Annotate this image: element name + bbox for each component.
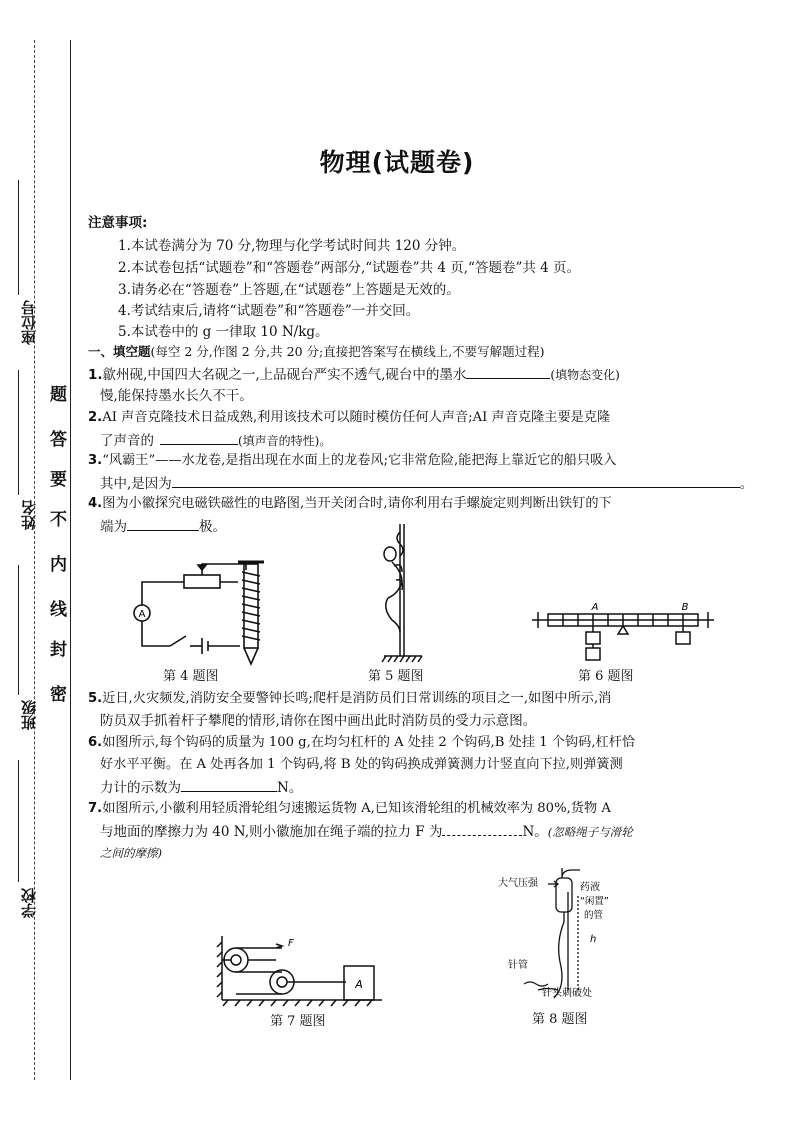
question-7-line-3: 之间的摩擦) [100,846,162,860]
figure-7-pulley [216,932,386,1007]
question-6-line-1 [88,734,635,752]
question-text: 如图所示,每个钩码的质量为 100 g,在均匀杠杆的 A 处挂 2 个钩码,B 处挂 1 个钩码,杠杆恰 [102,735,636,750]
question-4-line-2 [100,517,226,536]
question-7-line-2 [100,822,633,841]
question-text: 歙州砚,中国四大名砚之一,上品砚台严实不透气,砚台中的墨水 [102,367,467,383]
question-text: 了声音的 [100,433,154,449]
section-title: 一、填空题 [88,344,151,359]
school-label: 学校 [20,888,38,918]
answer-blank[interactable] [466,365,550,379]
class-field[interactable] [18,565,19,695]
seal-char: 要 [50,470,67,490]
figure-6-lever [532,598,714,668]
question-text: 力计的示数为 [100,780,181,796]
question-text: N。 [522,824,548,840]
seal-char: 不 [50,510,67,530]
question-text: 极。 [199,519,226,535]
answer-blank[interactable] [160,431,238,445]
seal-char: 答 [50,430,67,450]
figure-6-caption: 第 6 题图 [578,669,634,684]
lever-label-b: B [681,602,689,613]
block-label: A [355,978,363,991]
question-text: 图为小徽探究电磁铁磁性的电路图,当开关闭合时,请你利用右手螺旋定则判断出铁钉的下 [102,496,612,511]
notice-item: 3.请务必在“答题卷”上答题,在“试题卷”上答题是无效的。 [118,282,460,298]
page-title: 物理(试题卷) [319,148,475,177]
name-label: 姓名 [20,500,38,530]
question-3-line-2 [100,474,753,493]
question-text: (填声音的特性)。 [238,434,332,448]
question-text: 如图所示,小徽利用轻质滑轮组匀速搬运货物 A,已知该滑轮组的机械效率为 80%,货物 A [102,801,611,816]
label-puncture: 针头刺破处 [542,988,592,999]
question-1-line-2: 慢,能保持墨水长久不干。 [100,388,253,404]
question-text: 与地面的摩擦力为 40 N,则小徽施加在绳子端的拉力 F 为 [100,824,443,840]
notice-item: 1.本试卷满分为 70 分,物理与化学考试时间共 120 分钟。 [118,238,466,254]
question-4-line-1 [88,495,612,513]
answer-blank[interactable] [172,474,740,488]
seal-char: 题 [50,385,67,405]
school-field[interactable] [18,760,19,882]
section-heading [88,343,545,361]
figure-4-circuit [128,548,278,668]
question-number: 5. [88,691,103,706]
figure-4-caption: 第 4 题图 [163,669,219,684]
question-text: 端为 [100,519,127,535]
label-tube: 的管 [584,910,604,921]
figure-7-caption: 第 7 题图 [270,1014,326,1029]
label-atm-pressure: 大气压强 [498,878,538,889]
seal-char: 封 [50,640,67,660]
question-2-line-2 [100,431,331,450]
figure-8-caption: 第 8 题图 [532,1012,588,1027]
seat-number-label: 座位号 [20,300,38,345]
question-1-line-1 [88,365,620,384]
seal-char: 内 [50,555,67,575]
question-text: 。 [739,476,754,492]
question-3-line-1 [88,452,616,470]
question-5-line-1 [88,690,611,708]
question-text: “风霸王”——水龙卷,是指出现在水面上的龙卷风;它非常危险,能把海上靠近它的船只吸入 [102,453,617,468]
section-note: (每空 2 分,作图 2 分,共 20 分;直接把答案写在横线上,不要写解题过程) [150,344,545,359]
seal-char: 密 [50,685,67,705]
margin-border-line [70,40,71,1080]
question-number: 6. [88,735,103,750]
figure-5-climber [378,520,428,665]
lever-label-a: A [591,602,599,613]
question-6-line-3 [100,778,302,797]
question-number: 7. [88,801,103,816]
answer-blank[interactable] [181,778,277,792]
label-h: h [590,934,597,945]
notice-heading: 注意事项: [88,215,148,231]
notice-item: 2.本试卷包括“试题卷”和“答题卷”两部分,“试题卷”共 4 页,“答题卷”共 4 页。 [118,260,581,276]
seal-char: 线 [50,600,67,620]
question-7-line-1 [88,800,611,818]
question-text: (忽略绳子与滑轮 [547,825,633,839]
question-number: 3. [88,453,103,468]
question-text: 其中,是因为 [100,476,172,492]
seat-number-field[interactable] [18,180,19,295]
question-text: 近日,火灾频发,消防安全要警钟长鸣;爬杆是消防员们日常训练的项目之一,如图中所示,消 [102,691,612,706]
label-idle: “闲置” [580,896,609,907]
force-label: F [288,938,294,949]
margin-cut-line [34,40,35,1080]
question-text: N。 [277,780,303,796]
name-field[interactable] [18,370,19,495]
figure-8-drip [494,862,644,1004]
ammeter-label: A [138,609,146,620]
question-number: 4. [88,496,103,511]
question-2-line-1 [88,409,610,427]
answer-blank[interactable] [127,517,199,531]
figure-5-caption: 第 5 题图 [368,669,424,684]
question-number: 2. [88,410,103,425]
question-number: 1. [88,367,103,383]
answer-blank[interactable] [442,822,522,836]
notice-item: 5.本试卷中的 g 一律取 10 N/kg。 [118,324,329,340]
notice-item: 4.考试结束后,请将“试题卷”和“答题卷”一并交回。 [118,303,420,319]
label-medicine: 药液 [580,882,600,893]
question-6-line-2: 好水平平衡。在 A 处再各加 1 个钩码,将 B 处的钩码换成弹簧测力计竖直向下拉,则弹簧测 [100,757,623,772]
class-label: 班级 [20,700,38,730]
question-5-line-2: 防员双手抓着杆子攀爬的情形,请你在图中画出此时消防员的受力示意图。 [100,713,537,729]
label-needle-tube: 针管 [508,960,528,971]
question-text: (填物态变化) [550,368,620,382]
question-text: AI 声音克隆技术日益成熟,利用该技术可以随时模仿任何人声音;AI 声音克隆主要是克隆 [102,410,611,425]
